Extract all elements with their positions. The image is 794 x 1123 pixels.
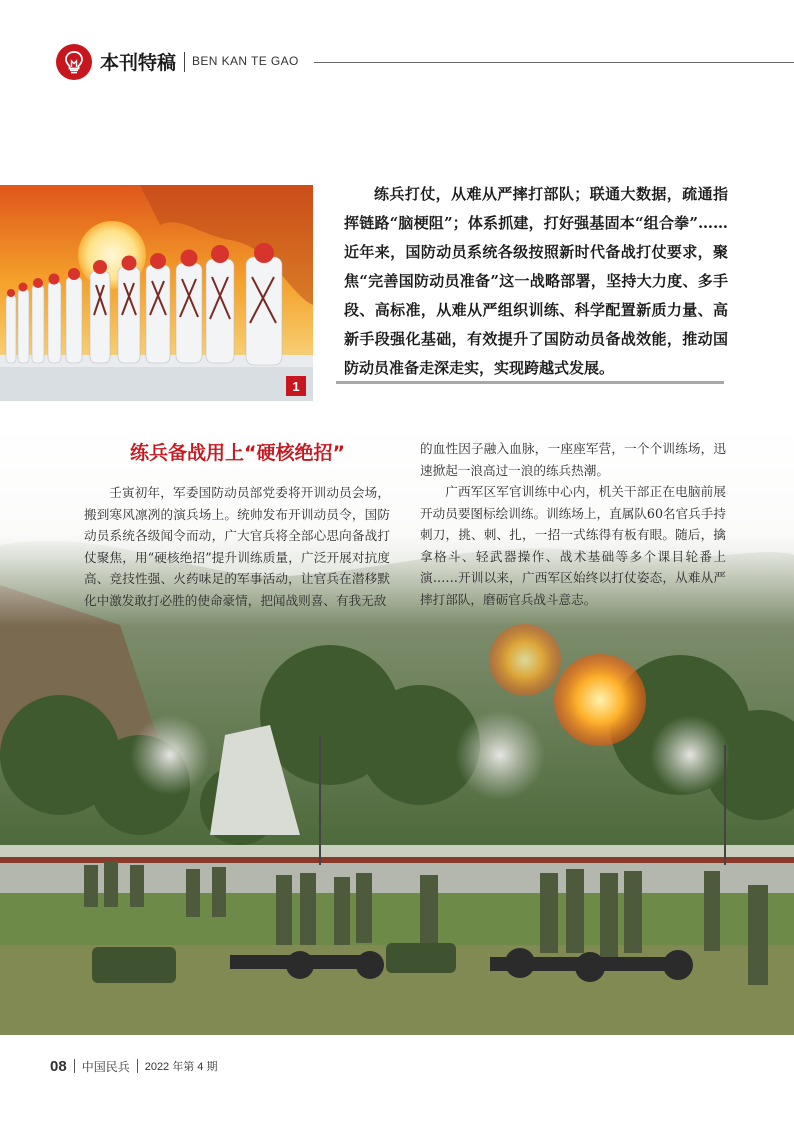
article-column-left — [84, 482, 390, 611]
page-footer — [50, 1056, 217, 1076]
footer-divider — [74, 1059, 75, 1073]
magazine-name: 中国民兵 — [81, 1059, 130, 1074]
article-title: 练兵备战用上“硬核绝招” — [130, 442, 345, 464]
intro-paragraph: 练兵打仗，从难从严摔打部队；联通大数据，疏通指挥链路“脑梗阻”；体系抓建，打好强基固本“组合拳”……近年来，国防动员系统各级按照新时代备战打仗要求，聚焦“完善国防动员准备”这一战略部署，坚持大力度、多手段、高标准，从难从严组织训练、科学配置新质力量、高新手段强化基础，有效提升了国防动员备战效能，推动国防动员准备走深走实，实现跨越式发展。 — [344, 185, 728, 377]
article-paragraph: 的血性因子融入血脉，一座座军营，一个个训练场，迅速掀起一浪高过一浪的练兵热潮。 — [420, 441, 726, 478]
photo-snow-march — [0, 185, 313, 401]
footer-divider — [137, 1059, 138, 1073]
page-header — [56, 44, 794, 84]
issue-label: 2022 年第 4 期 — [144, 1061, 218, 1073]
section-pinyin: BEN KAN TE GAO — [192, 54, 299, 68]
article-paragraph: 壬寅初年，军委国防动员部党委将开训动员会场，搬到寒风凛冽的演兵场上。统帅发布开训动员令，国防动员系统各级闻令而动，广大官兵将全部心思向备战打仗聚焦，用“硬核绝招”提升训练质量，广泛开展对抗度高、竞技性强、火药味足的军事活动，让官兵在潜移默化中激发敢打必胜的使命豪情，把闻战则喜、有我无敌 — [84, 485, 390, 608]
article-column-right — [420, 438, 726, 610]
header-rule — [314, 62, 794, 63]
section-title: 本刊特稿 — [100, 52, 177, 74]
page-number: 08 — [50, 1057, 67, 1075]
intro-rule — [336, 381, 724, 384]
photo-number-badge: 1 — [286, 376, 306, 396]
lightbulb-icon — [56, 44, 92, 80]
header-divider — [184, 52, 185, 72]
article-paragraph: 广西军区军官训练中心内，机关干部正在电脑前展开动员要图标绘训练。训练场上，直属队60名官兵手持刺刀，挑、刺、扎，一招一式练得有板有眼。随后，擒拿格斗、轻武器操作、战术基础等多个课目轮番上演……开训以来，广西军区始终以打仗姿态，从难从严摔打部队，磨砺官兵战斗意志。 — [420, 484, 726, 607]
